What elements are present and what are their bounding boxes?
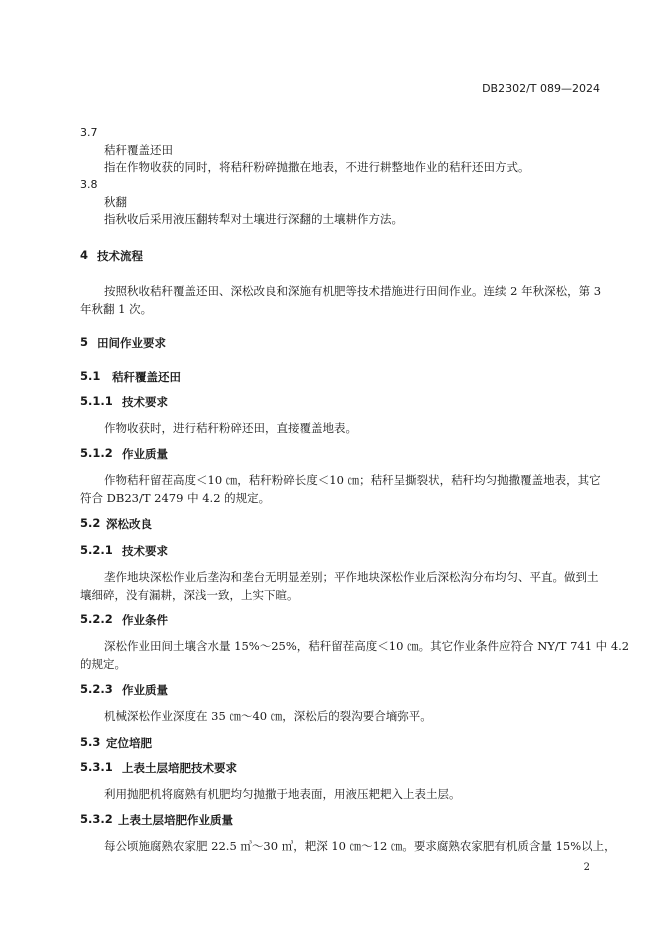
section-title-5-3-1: 上表土层培肥技术要求 (122, 761, 237, 775)
section-title-5-3-2: 上表土层培肥作业质量 (118, 813, 233, 827)
paragraph-5-2-2-line2: 的规定。 (80, 657, 126, 671)
section-number-5-2-2: 5.2.2 (80, 612, 113, 626)
paragraph-5-1-2-line2: 符合 DB23/T 2479 中 4.2 的规定。 (80, 491, 271, 505)
section-number-4: 4 (80, 248, 89, 262)
section-title-5-2: 深松改良 (106, 517, 152, 531)
definition-3-8: 指秋收后采用液压翻转犁对土壤进行深翻的土壤耕作方法。 (104, 212, 403, 226)
paragraph-4-line1: 按照秋收秸秆覆盖还田、深松改良和深施有机肥等技术措施进行田间作业。连续 2 年秋深松，第 3 (104, 284, 602, 298)
section-title-5: 田间作业要求 (97, 336, 166, 350)
section-number-3-7: 3.7 (80, 126, 98, 139)
section-number-5-2: 5.2 (80, 516, 101, 530)
section-number-5-3-1: 5.3.1 (80, 760, 113, 774)
section-title-5-2-3: 作业质量 (122, 683, 168, 697)
paragraph-5-1-2-line1: 作物秸秆留茬高度＜10 ㎝，秸秆粉碎长度＜10 ㎝；秸秆呈撕裂状，秸秆均匀抛撒覆盖地表，其它 (104, 473, 601, 487)
term-3-8: 秋翻 (104, 195, 127, 209)
section-number-5-1-2: 5.1.2 (80, 446, 113, 460)
section-title-5-3: 定位培肥 (106, 736, 152, 750)
paragraph-5-3-2: 每公顷施腐熟农家肥 22.5 ㎥～30 ㎥，耙深 10 ㎝～12 ㎝。要求腐熟农家肥有机质含量 15%以上， (104, 839, 616, 853)
section-title-5-1: 秸秆覆盖还田 (112, 370, 181, 384)
document-id: DB2302/T 089—2024 (482, 82, 600, 95)
paragraph-5-3-1: 利用抛肥机将腐熟有机肥均匀抛撒于地表面，用液压耙耙入上表土层。 (104, 787, 461, 801)
section-number-5-2-3: 5.2.3 (80, 682, 113, 696)
definition-3-7: 指在作物收获的同时，将秸秆粉碎抛撒在地表，不进行耕整地作业的秸秆还田方式。 (104, 160, 530, 174)
paragraph-5-2-1-line2: 壤细碎，没有漏耕，深浅一致，上实下暄。 (80, 588, 299, 602)
section-title-5-2-1: 技术要求 (122, 544, 168, 558)
section-title-4: 技术流程 (97, 249, 143, 263)
paragraph-5-2-2-line1: 深松作业田间土壤含水量 15%～25%，秸秆留茬高度＜10 ㎝。其它作业条件应符合 NY/T 741 中 4.2 (104, 639, 630, 653)
section-number-3-8: 3.8 (80, 178, 98, 191)
section-title-5-2-2: 作业条件 (122, 613, 168, 627)
section-number-5-3: 5.3 (80, 735, 101, 749)
page-number: 2 (583, 862, 590, 873)
section-number-5-1-1: 5.1.1 (80, 394, 113, 408)
section-number-5-1: 5.1 (80, 369, 101, 383)
paragraph-5-2-3: 机械深松作业深度在 35 ㎝～40 ㎝，深松后的裂沟要合墒弥平。 (104, 709, 432, 723)
section-number-5: 5 (80, 335, 89, 349)
paragraph-5-1-1: 作物收获时，进行秸秆粉碎还田，直接覆盖地表。 (104, 421, 357, 435)
paragraph-4-line2: 年秋翻 1 次。 (80, 302, 153, 316)
section-number-5-3-2: 5.3.2 (80, 812, 113, 826)
section-number-5-2-1: 5.2.1 (80, 543, 113, 557)
section-title-5-1-2: 作业质量 (122, 447, 168, 461)
section-title-5-1-1: 技术要求 (122, 395, 168, 409)
term-3-7: 秸秆覆盖还田 (104, 143, 173, 157)
paragraph-5-2-1-line1: 垄作地块深松作业后垄沟和垄台无明显差别；平作地块深松作业后深松沟分布均匀、平直。做到土 (104, 570, 599, 584)
